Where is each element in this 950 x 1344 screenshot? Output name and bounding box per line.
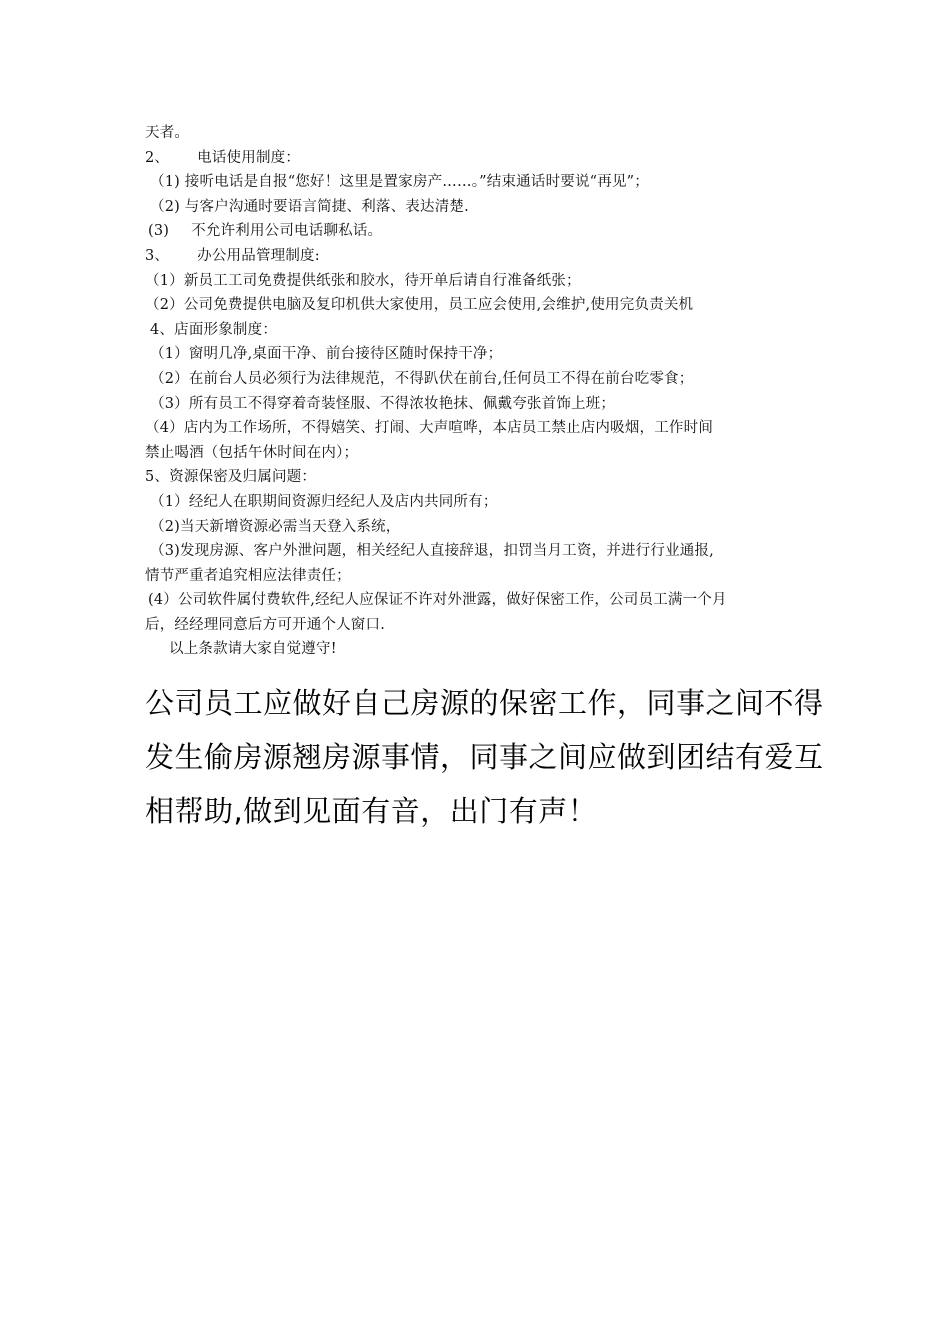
- regulations-text: [145, 121, 815, 662]
- text-line: （1）新员工工司免费提供纸张和胶水，待开单后请自行准备纸张；: [145, 272, 581, 289]
- section-heading-phone: [145, 146, 815, 171]
- section-heading-storefront: 4、店面形象制度：: [150, 321, 278, 338]
- text-line: （2)当天新增资源必需当天登入系统，: [150, 518, 401, 535]
- item-text: 不允许利用公司电话聊私话。: [191, 223, 383, 240]
- section-number: 2、: [145, 149, 170, 166]
- text-line: （3)发现房源、客户外泄问题，相关经纪人直接辞退，扣罚当月工资，并进行行业通报,: [150, 543, 714, 560]
- section-heading-resources: 5、资源保密及归属问题：: [145, 469, 317, 486]
- closing-line: 发生偷房源翘房源事情，同事之间应做到团结有爱互: [145, 740, 824, 774]
- text-line: [145, 219, 815, 244]
- text-line: （2）在前台人员必须行为法律规范，不得趴伏在前台,任何员工不得在前台吃零食；: [150, 370, 694, 387]
- text-line: （2）公司免费提供电脑及复印机供大家使用，员工应会使用,会维护,使用完负责关机: [145, 297, 694, 314]
- text-line: 后，经经理同意后方可开通个人窗口.: [145, 616, 386, 633]
- section-heading-office-supplies: [145, 244, 815, 269]
- section-title: 办公用品管理制度:: [197, 247, 320, 264]
- text-line: （1) 接听电话是自报“您好！这里是置家房产……。”结束通话时要说“再见”；: [150, 174, 649, 191]
- text-line: (4）公司软件属付费软件,经纪人应保证不许对外泄露，做好保密工作，公司员工满一个月: [148, 592, 727, 609]
- text-line: 天者。: [145, 125, 190, 141]
- text-line: （1）窗明几净,桌面干净、前台接待区随时保持干净；: [150, 346, 503, 363]
- text-line: （1）经纪人在职期间资源归经纪人及店内共同所有；: [150, 493, 498, 510]
- closing-line: 公司员工应做好自己房源的保密工作，同事之间不得: [145, 686, 824, 720]
- text-line: 情节严重者追究相应法律责任；: [145, 567, 351, 584]
- text-line: 禁止喝酒（包括午休时间在内）；: [145, 444, 359, 461]
- text-line: （2) 与客户沟通时要语言简捷、利落、表达清楚.: [150, 198, 469, 215]
- item-number: (3): [148, 223, 170, 240]
- closing-statement: [145, 676, 825, 838]
- text-line: （4）店内为工作场所，不得嬉笑、打闹、大声喧哗，本店员工禁止店内吸烟，工作时间: [145, 420, 714, 437]
- text-line: （3）所有员工不得穿着奇装怪服、不得浓妆艳抹、佩戴夸张首饰上班；: [150, 395, 616, 412]
- closing-line: 相帮助,做到见面有音，出门有声！: [145, 794, 598, 828]
- section-title: 电话使用制度：: [197, 149, 301, 166]
- closing-note: 以上条款请大家自觉遵守!: [169, 641, 337, 658]
- section-number: 3、: [145, 247, 170, 264]
